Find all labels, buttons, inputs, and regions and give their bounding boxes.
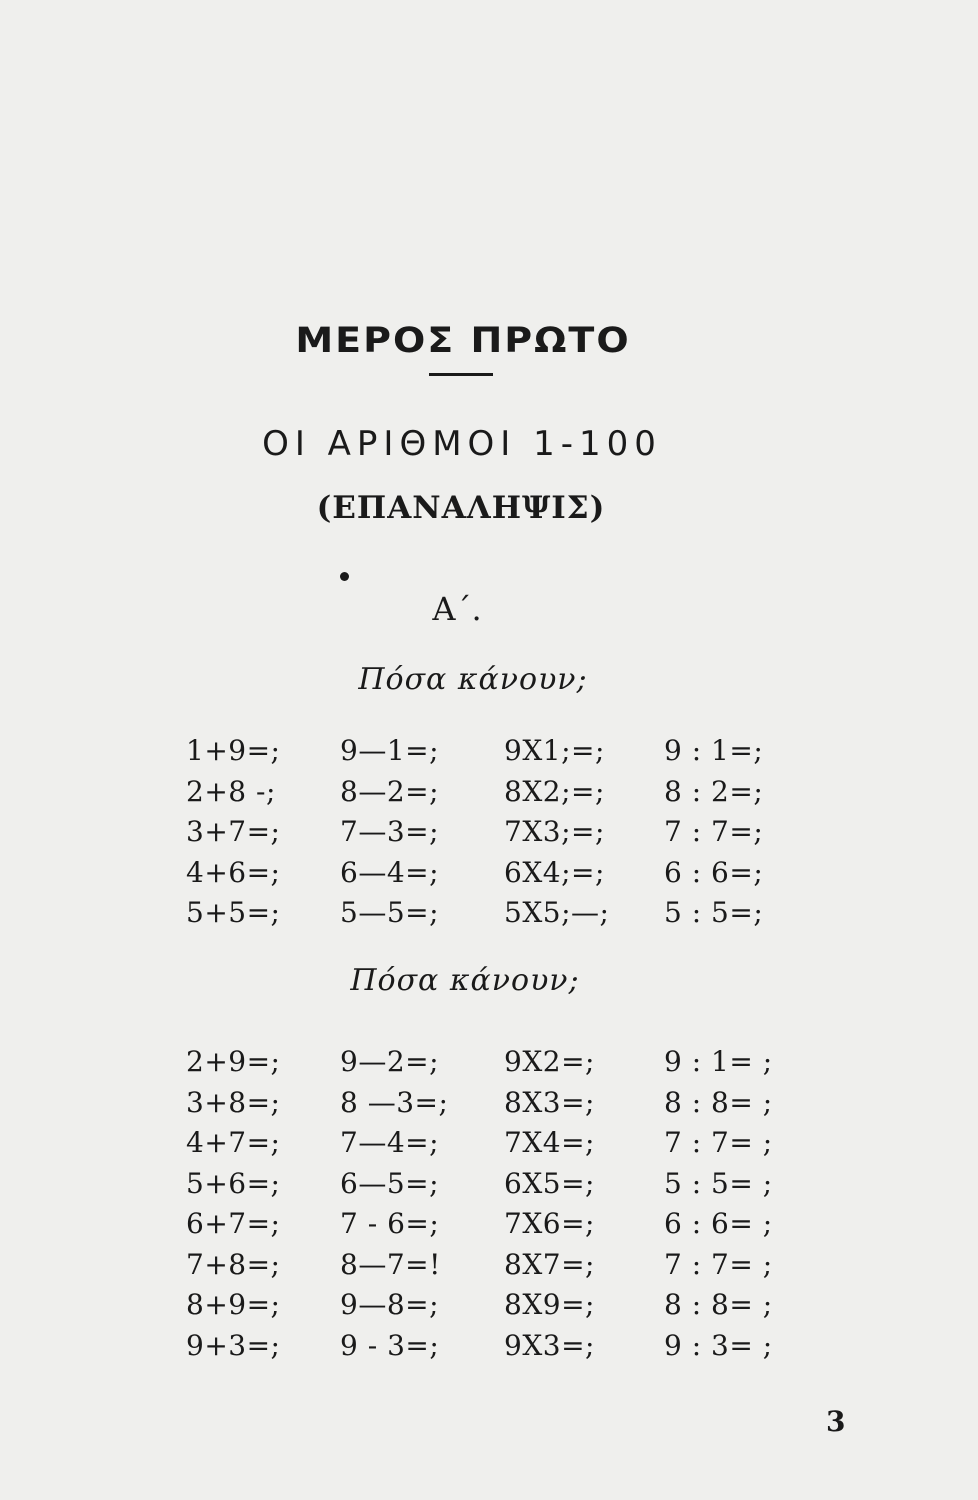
division-exercise: 9 : 1=; — [664, 734, 764, 767]
exercise-row — [0, 896, 978, 937]
page-number: 3 — [826, 1405, 846, 1438]
subtraction-exercise: 6—5=; — [340, 1166, 440, 1200]
review-subtitle: (ΕΠΑΝΑΛΗΨΙΣ) — [316, 490, 606, 526]
exercise-row — [0, 734, 978, 775]
subtraction-exercise: 9—2=; — [340, 1045, 440, 1078]
exercise-row — [0, 1248, 978, 1289]
addition-exercise: 2+8 -; — [186, 774, 276, 808]
multiplication-exercise: 8Χ9=; — [504, 1288, 595, 1321]
part-title: ΜΕΡΟΣ ΠΡΩΤΟ — [295, 319, 631, 361]
division-exercise: 8 : 8= ; — [664, 1288, 773, 1321]
multiplication-exercise: 9Χ3=; — [504, 1328, 595, 1362]
subtraction-exercise: 9—8=; — [340, 1288, 440, 1321]
multiplication-exercise: 7Χ6=; — [504, 1207, 595, 1240]
division-exercise: 6 : 6=; — [664, 855, 764, 889]
addition-exercise: 4+7=; — [186, 1126, 281, 1159]
division-exercise: 5 : 5=; — [664, 896, 764, 929]
addition-exercise: 2+9=; — [186, 1045, 281, 1078]
exercise-row — [0, 1167, 978, 1208]
multiplication-exercise: 8Χ3=; — [504, 1085, 595, 1119]
exercise-row — [0, 775, 978, 816]
division-exercise: 9 : 1= ; — [664, 1045, 773, 1078]
subtraction-exercise: 9—1=; — [340, 734, 440, 767]
addition-exercise: 6+7=; — [186, 1207, 281, 1240]
addition-exercise: 5+6=; — [186, 1166, 281, 1200]
exercise-row — [0, 1207, 978, 1248]
addition-exercise: 5+5=; — [186, 896, 281, 929]
multiplication-exercise: 8Χ2;=; — [504, 774, 605, 808]
subtraction-exercise: 7—4=; — [340, 1126, 440, 1159]
subject-title: ΟΙ ΑΡΙΘΜΟΙ 1-100 — [262, 424, 662, 464]
division-exercise: 9 : 3= ; — [664, 1328, 773, 1362]
division-exercise: 8 : 2=; — [664, 774, 764, 808]
division-exercise: 7 : 7= ; — [664, 1247, 773, 1281]
subtraction-exercise: 8—7=! — [340, 1247, 441, 1281]
division-exercise: 7 : 7= ; — [664, 1126, 773, 1159]
multiplication-exercise: 8Χ7=; — [504, 1247, 595, 1281]
addition-exercise: 1+9=; — [186, 734, 281, 767]
subtraction-exercise: 8 —3=; — [340, 1085, 449, 1119]
exercise-row — [0, 1045, 978, 1086]
addition-exercise: 9+3=; — [186, 1328, 281, 1362]
exercise-grid-2 — [0, 1045, 978, 1369]
multiplication-exercise: 6Χ5=; — [504, 1166, 595, 1200]
exercise-row — [0, 1288, 978, 1329]
subtraction-exercise: 8—2=; — [340, 774, 440, 808]
addition-exercise: 8+9=; — [186, 1288, 281, 1321]
exercise-grid-1 — [0, 734, 978, 937]
multiplication-exercise: 9Χ1;=; — [504, 734, 605, 767]
division-exercise: 7 : 7=; — [664, 815, 764, 848]
addition-exercise: 7+8=; — [186, 1247, 281, 1281]
addition-exercise: 4+6=; — [186, 855, 281, 889]
prompt-heading: Πόσα κάνουν; — [350, 963, 580, 998]
multiplication-exercise: 5Χ5;—; — [504, 896, 610, 929]
addition-exercise: 3+8=; — [186, 1085, 281, 1119]
exercise-row — [0, 1329, 978, 1370]
multiplication-exercise: 7Χ4=; — [504, 1126, 595, 1159]
division-exercise: 8 : 8= ; — [664, 1085, 773, 1119]
section-label: Α΄. — [432, 590, 482, 628]
addition-exercise: 3+7=; — [186, 815, 281, 848]
division-exercise: 6 : 6= ; — [664, 1207, 773, 1240]
multiplication-exercise: 6Χ4;=; — [504, 855, 605, 889]
subtraction-exercise: 7—3=; — [340, 815, 440, 848]
exercise-row — [0, 815, 978, 856]
title-underline — [429, 373, 493, 376]
exercise-row — [0, 1126, 978, 1167]
subtraction-exercise: 7 - 6=; — [340, 1207, 440, 1240]
exercise-row — [0, 1086, 978, 1127]
division-exercise: 5 : 5= ; — [664, 1166, 773, 1200]
exercise-row — [0, 856, 978, 897]
ink-dot — [340, 572, 349, 581]
subtraction-exercise: 5—5=; — [340, 896, 440, 929]
multiplication-exercise: 9Χ2=; — [504, 1045, 595, 1078]
subtraction-exercise: 9 - 3=; — [340, 1328, 440, 1362]
subtraction-exercise: 6—4=; — [340, 855, 440, 889]
multiplication-exercise: 7Χ3;=; — [504, 815, 605, 848]
prompt-heading: Πόσα κάνουν; — [358, 662, 588, 697]
